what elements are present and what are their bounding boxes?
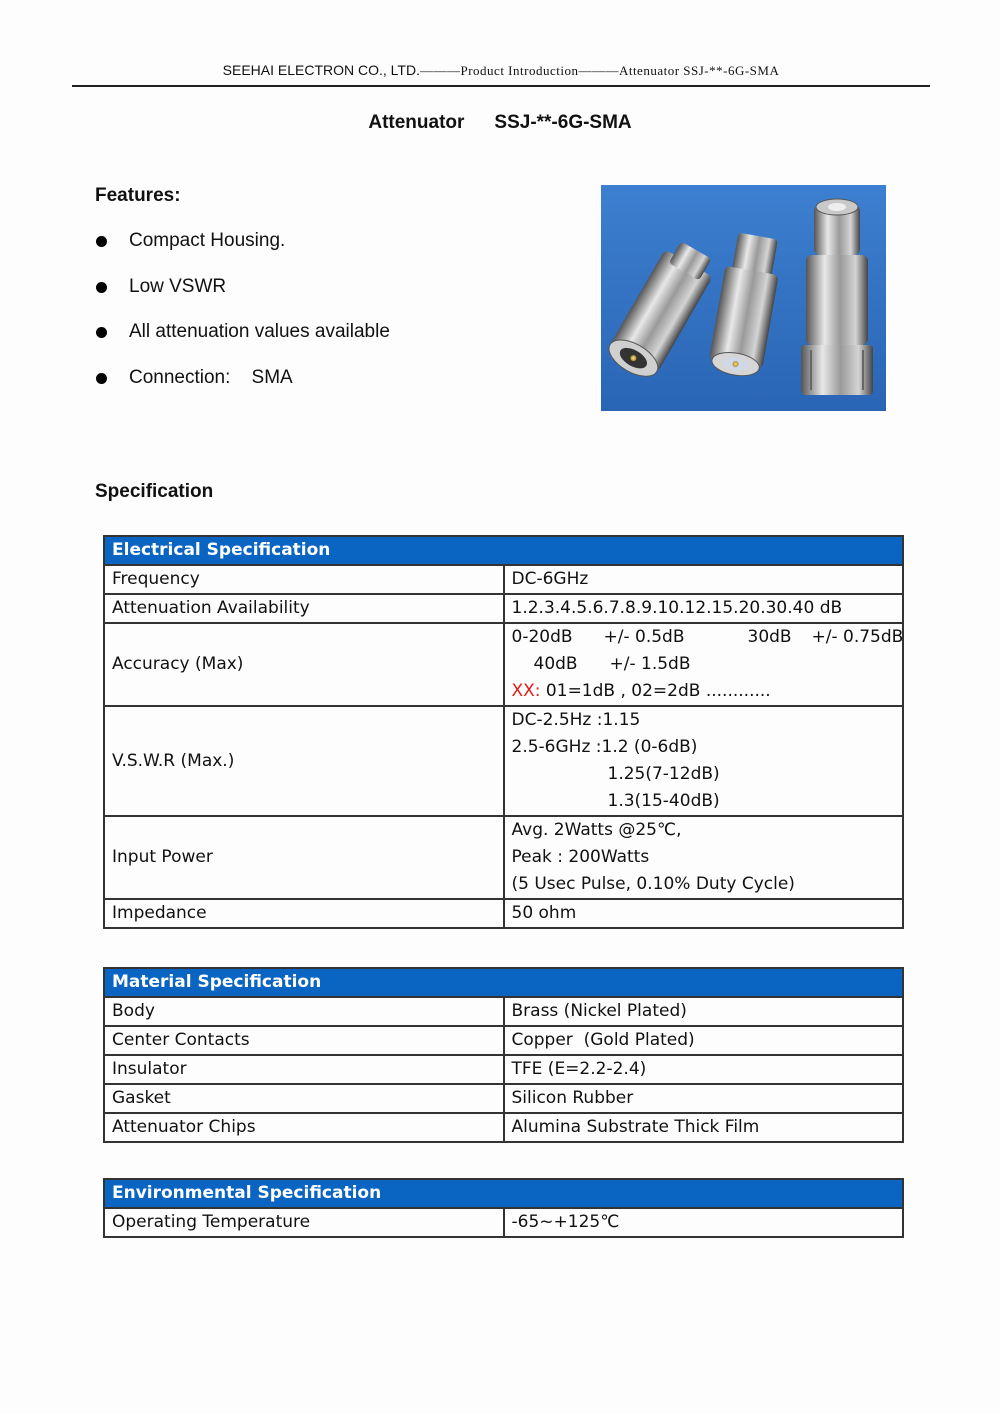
specification-heading: Specification [95, 481, 214, 502]
row-value: Silicon Rubber [504, 1084, 904, 1113]
accuracy-tolerance: +/- 0.5dB [603, 627, 685, 647]
accuracy-tolerance: +/- 0.75dB [811, 627, 904, 647]
row-label: V.S.W.R (Max.) [104, 706, 504, 816]
table-row [104, 1055, 903, 1084]
table-row [104, 706, 903, 816]
row-label: Input Power [104, 816, 504, 899]
power-line: Avg. 2Watts @25℃, [511, 820, 682, 840]
table-row [104, 816, 903, 899]
table-row [104, 997, 903, 1026]
features-list [95, 230, 390, 412]
row-value: DC-6GHz [504, 565, 904, 594]
vswr-line: 1.25(7-12dB) [607, 764, 720, 784]
feature-text: All attenuation values available [129, 321, 390, 342]
vswr-line: 2.5-6GHz :1.2 (0-6dB) [511, 737, 698, 757]
features-heading: Features: [95, 185, 181, 206]
row-label: Gasket [104, 1084, 504, 1113]
vswr-line: 1.3(15-40dB) [607, 791, 720, 811]
row-label: Operating Temperature [104, 1208, 504, 1237]
row-label: Impedance [104, 899, 504, 928]
accuracy-range: 0-20dB [511, 627, 573, 647]
row-value [504, 623, 904, 706]
row-value [504, 706, 904, 816]
header-company: SEEHAI ELECTRON CO., LTD. [222, 62, 420, 78]
bullet-icon [96, 282, 107, 293]
xx-code-label: XX: [511, 681, 541, 701]
row-label: Body [104, 997, 504, 1026]
header-rest: ———Product Introduction———Attenuator SSJ-**-6G-SMA [419, 63, 780, 78]
bullet-icon [96, 373, 107, 384]
row-value: Alumina Substrate Thick Film [504, 1113, 904, 1142]
title-prefix: Attenuator [368, 112, 465, 133]
bullet-icon [96, 327, 107, 338]
row-value [504, 816, 904, 899]
feature-text: Connection: SMA [129, 366, 293, 388]
table-header: Material Specification [104, 968, 903, 997]
feature-text: Compact Housing. [129, 230, 286, 251]
table-header: Environmental Specification [104, 1179, 903, 1208]
xx-code-text: 01=1dB , 02=2dB ............ [540, 681, 771, 701]
row-value: 50 ohm [504, 899, 904, 928]
row-value: -65~+125℃ [504, 1208, 904, 1237]
list-item [95, 321, 390, 367]
power-line: Peak : 200Watts [511, 847, 650, 867]
row-label: Insulator [104, 1055, 504, 1084]
row-label: Frequency [104, 565, 504, 594]
sma-attenuator-photo-icon [601, 185, 886, 411]
page-header [72, 60, 930, 87]
table-row [104, 594, 903, 623]
title-model: SSJ-**-6G-SMA [494, 112, 632, 133]
table-row [104, 899, 903, 928]
vswr-line: DC-2.5Hz :1.15 [511, 710, 641, 730]
row-value: Copper (Gold Plated) [504, 1026, 904, 1055]
row-value: TFE (E=2.2-2.4) [504, 1055, 904, 1084]
row-label: Attenuation Availability [104, 594, 504, 623]
table-header: Electrical Specification [104, 536, 903, 565]
row-label: Center Contacts [104, 1026, 504, 1055]
feature-text: Low VSWR [129, 275, 227, 297]
table-row [104, 1208, 903, 1237]
power-line: (5 Usec Pulse, 0.10% Duty Cycle) [511, 874, 795, 894]
row-value: Brass (Nickel Plated) [504, 997, 904, 1026]
material-spec-table [103, 967, 904, 1143]
row-label: Accuracy (Max) [104, 623, 504, 706]
bullet-icon [96, 236, 107, 247]
list-item [95, 367, 390, 413]
accuracy-tolerance: +/- 1.5dB [609, 654, 691, 674]
table-row [104, 1026, 903, 1055]
table-row [104, 623, 903, 706]
row-label: Attenuator Chips [104, 1113, 504, 1142]
accuracy-range: 40dB [533, 654, 578, 674]
table-row [104, 1084, 903, 1113]
document-title [0, 112, 1000, 134]
environmental-spec-table [103, 1178, 904, 1238]
table-row [104, 1113, 903, 1142]
list-item [95, 230, 390, 276]
row-value: 1.2.3.4.5.6.7.8.9.10.12.15.20.30.40 dB [504, 594, 904, 623]
list-item [95, 276, 390, 322]
table-row [104, 565, 903, 594]
accuracy-range: 30dB [747, 627, 792, 647]
electrical-spec-table [103, 535, 904, 929]
